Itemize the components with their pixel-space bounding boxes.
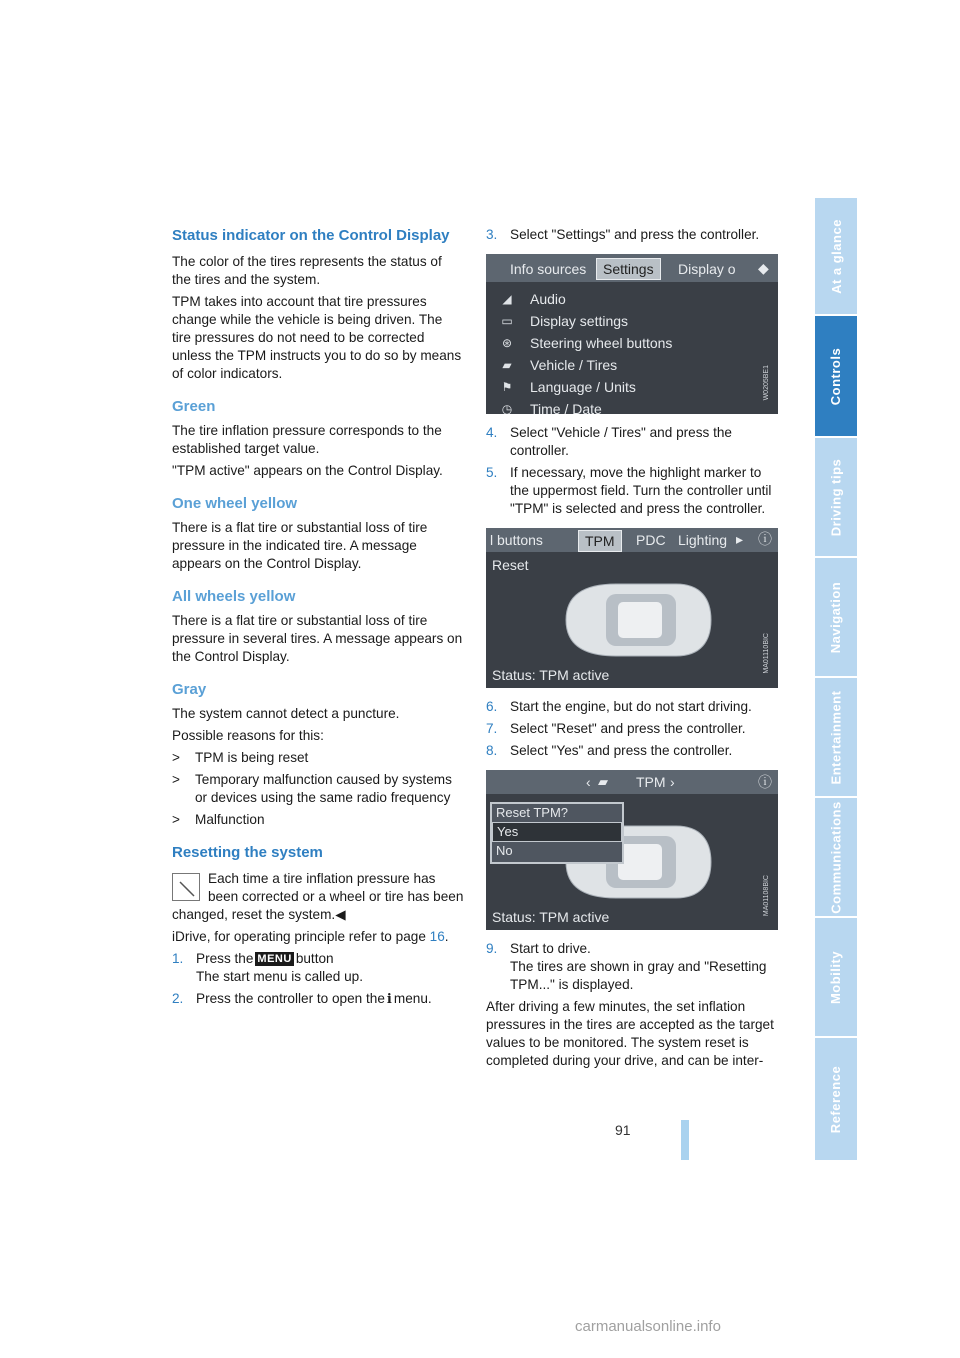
status-line: Status: TPM active xyxy=(492,667,610,683)
bullet-item xyxy=(172,811,464,829)
note-block xyxy=(172,870,464,924)
side-tab-reference[interactable] xyxy=(815,1038,857,1160)
screen-title: TPM xyxy=(636,774,666,790)
gray-paragraph-1: The system cannot detect a puncture. xyxy=(172,706,400,721)
settings-menu-screenshot xyxy=(486,254,778,414)
step1-post: button xyxy=(295,951,334,966)
side-tab-label: Communications xyxy=(828,800,844,914)
closing-paragraph: After driving a few minutes, the set inflation pressures in the tires are accepted as the target values to be monitored. The system reset is completed during your drive, and can be inter- xyxy=(486,999,774,1068)
reset-popup xyxy=(490,802,624,864)
figure-code: W0205BE1 xyxy=(763,364,770,400)
bullet-marker: > xyxy=(172,750,180,765)
right-column xyxy=(486,226,778,1074)
figure-code: MA01110BIC xyxy=(763,633,770,674)
step-text: If necessary, move the highlight marker to the uppermost field. Turn the controller until "TPM" is selected and press the controller. xyxy=(510,465,772,516)
screen-tab-bar xyxy=(486,528,778,552)
step-2 xyxy=(172,990,464,1009)
side-tab-entertainment[interactable] xyxy=(815,678,857,796)
step-number: 9. xyxy=(486,941,498,956)
step-text: Select "Settings" and press the controller. xyxy=(510,227,760,242)
menu-button-icon: MENU xyxy=(257,953,292,965)
screen-menu-label: Time / Date xyxy=(530,401,602,414)
step1-pre: Press the xyxy=(196,951,254,966)
bullet-marker: > xyxy=(172,772,180,787)
idrive-period: . xyxy=(444,929,449,944)
gray-paragraph-2: Possible reasons for this: xyxy=(172,728,324,743)
screen-menu-item xyxy=(486,288,778,310)
step2-post: menu. xyxy=(393,991,432,1006)
step-number: 5. xyxy=(486,465,498,480)
step-6 xyxy=(486,698,778,716)
note-icon xyxy=(172,873,200,901)
side-tab-communications[interactable] xyxy=(815,798,857,916)
subheading-one-wheel-yellow: One wheel yellow xyxy=(172,495,298,512)
popup-option: No xyxy=(496,843,513,858)
step-number: 2. xyxy=(172,991,184,1006)
screen-menu-label: Vehicle / Tires xyxy=(530,357,618,373)
side-tab-navigation[interactable] xyxy=(815,558,857,676)
step-number: 4. xyxy=(486,425,498,440)
popup-option-selected: Yes xyxy=(492,822,622,842)
controller-icon: ◆ xyxy=(758,260,769,276)
bullet-item xyxy=(172,749,464,767)
screen-tab-selected: TPM xyxy=(578,530,622,552)
audio-icon: ◢ xyxy=(502,292,512,306)
side-tab-label: Mobility xyxy=(828,950,844,1004)
display-icon: ▭ xyxy=(501,314,513,328)
side-tab-label: At a glance xyxy=(828,218,844,294)
step-3 xyxy=(486,226,778,244)
step-number: 1. xyxy=(172,951,184,966)
step1-line2: The start menu is called up. xyxy=(196,969,363,984)
page-number: 91 xyxy=(615,1122,631,1138)
intro-paragraph-2: TPM takes into account that tire pressures change while the vehicle is being driven. The tire pressures do not need to be corrected unless the TPM instructs you to do so by means of color indicators. xyxy=(172,294,462,381)
step-text: Select "Vehicle / Tires" and press the controller. xyxy=(510,425,732,458)
car-top-view-icon xyxy=(546,574,716,666)
side-tab-label: Driving tips xyxy=(828,458,844,536)
screen-tab-bar xyxy=(486,254,778,282)
step-text: Select "Yes" and press the controller. xyxy=(510,743,733,758)
reset-tpm-screenshot xyxy=(486,770,778,930)
subheading-all-wheels-yellow: All wheels yellow xyxy=(172,588,296,605)
step-5 xyxy=(486,464,778,518)
side-tab-label: Navigation xyxy=(828,581,844,653)
bullet-text: Malfunction xyxy=(195,812,265,827)
side-tab-at-a-glance[interactable] xyxy=(815,198,857,314)
side-tab-driving-tips[interactable] xyxy=(815,438,857,556)
idrive-text: iDrive, for operating principle refer to page xyxy=(172,929,430,944)
note-text-rest: changed, reset the system. xyxy=(172,907,336,922)
step2-pre: Press the controller to open the xyxy=(196,991,385,1006)
flag-icon: ⚑ xyxy=(501,380,513,394)
step-number: 3. xyxy=(486,227,498,242)
step-text xyxy=(196,990,432,1009)
status-line: Status: TPM active xyxy=(492,909,610,925)
side-tab-mobility[interactable] xyxy=(815,918,857,1036)
one-wheel-paragraph: There is a flat tire or substantial loss of tire pressure in the indicated tire. A message appears on the Control Display. xyxy=(172,520,428,571)
bullet-item xyxy=(172,771,464,807)
step-9 xyxy=(486,940,778,994)
all-wheels-paragraph: There is a flat tire or substantial loss of tire pressure in several tires. A message appears on the Control Display. xyxy=(172,613,463,664)
screen-tab-selected: Settings xyxy=(596,258,661,280)
page-number-bar xyxy=(681,1120,689,1160)
screen-title-bar xyxy=(486,770,778,794)
intro-paragraph-1: The color of the tires represents the status of the tires and the system. xyxy=(172,254,442,287)
bullet-text: TPM is being reset xyxy=(195,750,309,765)
step9-line2: The tires are shown in gray and "Resetting TPM..." is displayed. xyxy=(510,959,767,992)
watermark: carmanualsonline.info xyxy=(575,1318,721,1335)
arrow-left-icon: ‹ xyxy=(586,774,591,790)
step-text xyxy=(510,940,778,994)
side-tab-controls[interactable] xyxy=(815,316,857,436)
reset-field: Reset xyxy=(492,557,529,573)
info-icon: ⓘ xyxy=(758,531,772,547)
screen-tab: Display o xyxy=(678,261,736,277)
bullet-text: Temporary malfunction caused by systems or devices using the same radio frequency xyxy=(195,772,452,805)
step-4 xyxy=(486,424,778,460)
arrow-right-icon: › xyxy=(670,774,675,790)
screen-menu-item xyxy=(486,332,778,354)
clock-icon: ◷ xyxy=(501,402,513,414)
tpm-screenshot xyxy=(486,528,778,688)
step-7 xyxy=(486,720,778,738)
step-1 xyxy=(172,950,464,986)
step-number: 8. xyxy=(486,743,498,758)
screen-menu-label: Steering wheel buttons xyxy=(530,335,673,351)
step-8 xyxy=(486,742,778,760)
green-paragraph-1: The tire inflation pressure corresponds to the established target value. xyxy=(172,423,442,456)
figure-code: MA01108BIC xyxy=(763,874,770,916)
screen-tab: PDC xyxy=(636,532,666,548)
screen-tab: Lighting xyxy=(678,532,728,548)
steering-wheel-icon: ⊛ xyxy=(501,336,513,350)
info-icon: i xyxy=(386,992,392,1007)
side-tab-label: Reference xyxy=(828,1065,844,1133)
screen-menu-label: Display settings xyxy=(530,313,629,329)
note-text-first: Each time a tire inflation pressure has been corrected or a wheel or tire has been xyxy=(208,871,464,904)
step-number: 6. xyxy=(486,699,498,714)
screen-tab: Info sources xyxy=(510,261,587,277)
subheading-green: Green xyxy=(172,398,216,415)
step9-line1: Start to drive. xyxy=(510,941,591,956)
step-text: Start the engine, but do not start driving. xyxy=(510,699,752,714)
screen-tab: l buttons xyxy=(490,532,543,548)
page-link-16[interactable]: 16 xyxy=(429,929,445,944)
step-number: 7. xyxy=(486,721,498,736)
screen-menu-item xyxy=(486,376,778,398)
end-mark-icon: ◀ xyxy=(335,907,346,922)
popup-title: Reset TPM? xyxy=(496,805,569,820)
arrow-right-icon: ▸ xyxy=(736,531,744,547)
idrive-reference xyxy=(172,928,464,946)
step-text: Select "Reset" and press the controller. xyxy=(510,721,746,736)
car-icon: ▰ xyxy=(598,774,608,789)
green-paragraph-2: "TPM active" appears on the Control Display. xyxy=(172,463,443,478)
screen-menu-label: Language / Units xyxy=(530,379,636,395)
screen-menu-label: Audio xyxy=(530,291,566,307)
section-heading-resetting: Resetting the system xyxy=(172,844,323,861)
screen-menu-item xyxy=(486,398,778,414)
side-tab-label: Entertainment xyxy=(828,690,844,784)
screen-menu-item xyxy=(486,310,778,332)
section-heading-status-indicator: Status indicator on the Control Display xyxy=(172,227,450,244)
car-icon: ▰ xyxy=(502,358,512,372)
subheading-gray: Gray xyxy=(172,681,207,698)
side-tab-label: Controls xyxy=(828,347,844,405)
screen-menu-item xyxy=(486,354,778,376)
screen-menu-list xyxy=(486,288,778,414)
step-text xyxy=(196,950,363,986)
info-icon: ⓘ xyxy=(758,774,772,790)
left-column xyxy=(172,226,464,1013)
bullet-marker: > xyxy=(172,812,180,827)
